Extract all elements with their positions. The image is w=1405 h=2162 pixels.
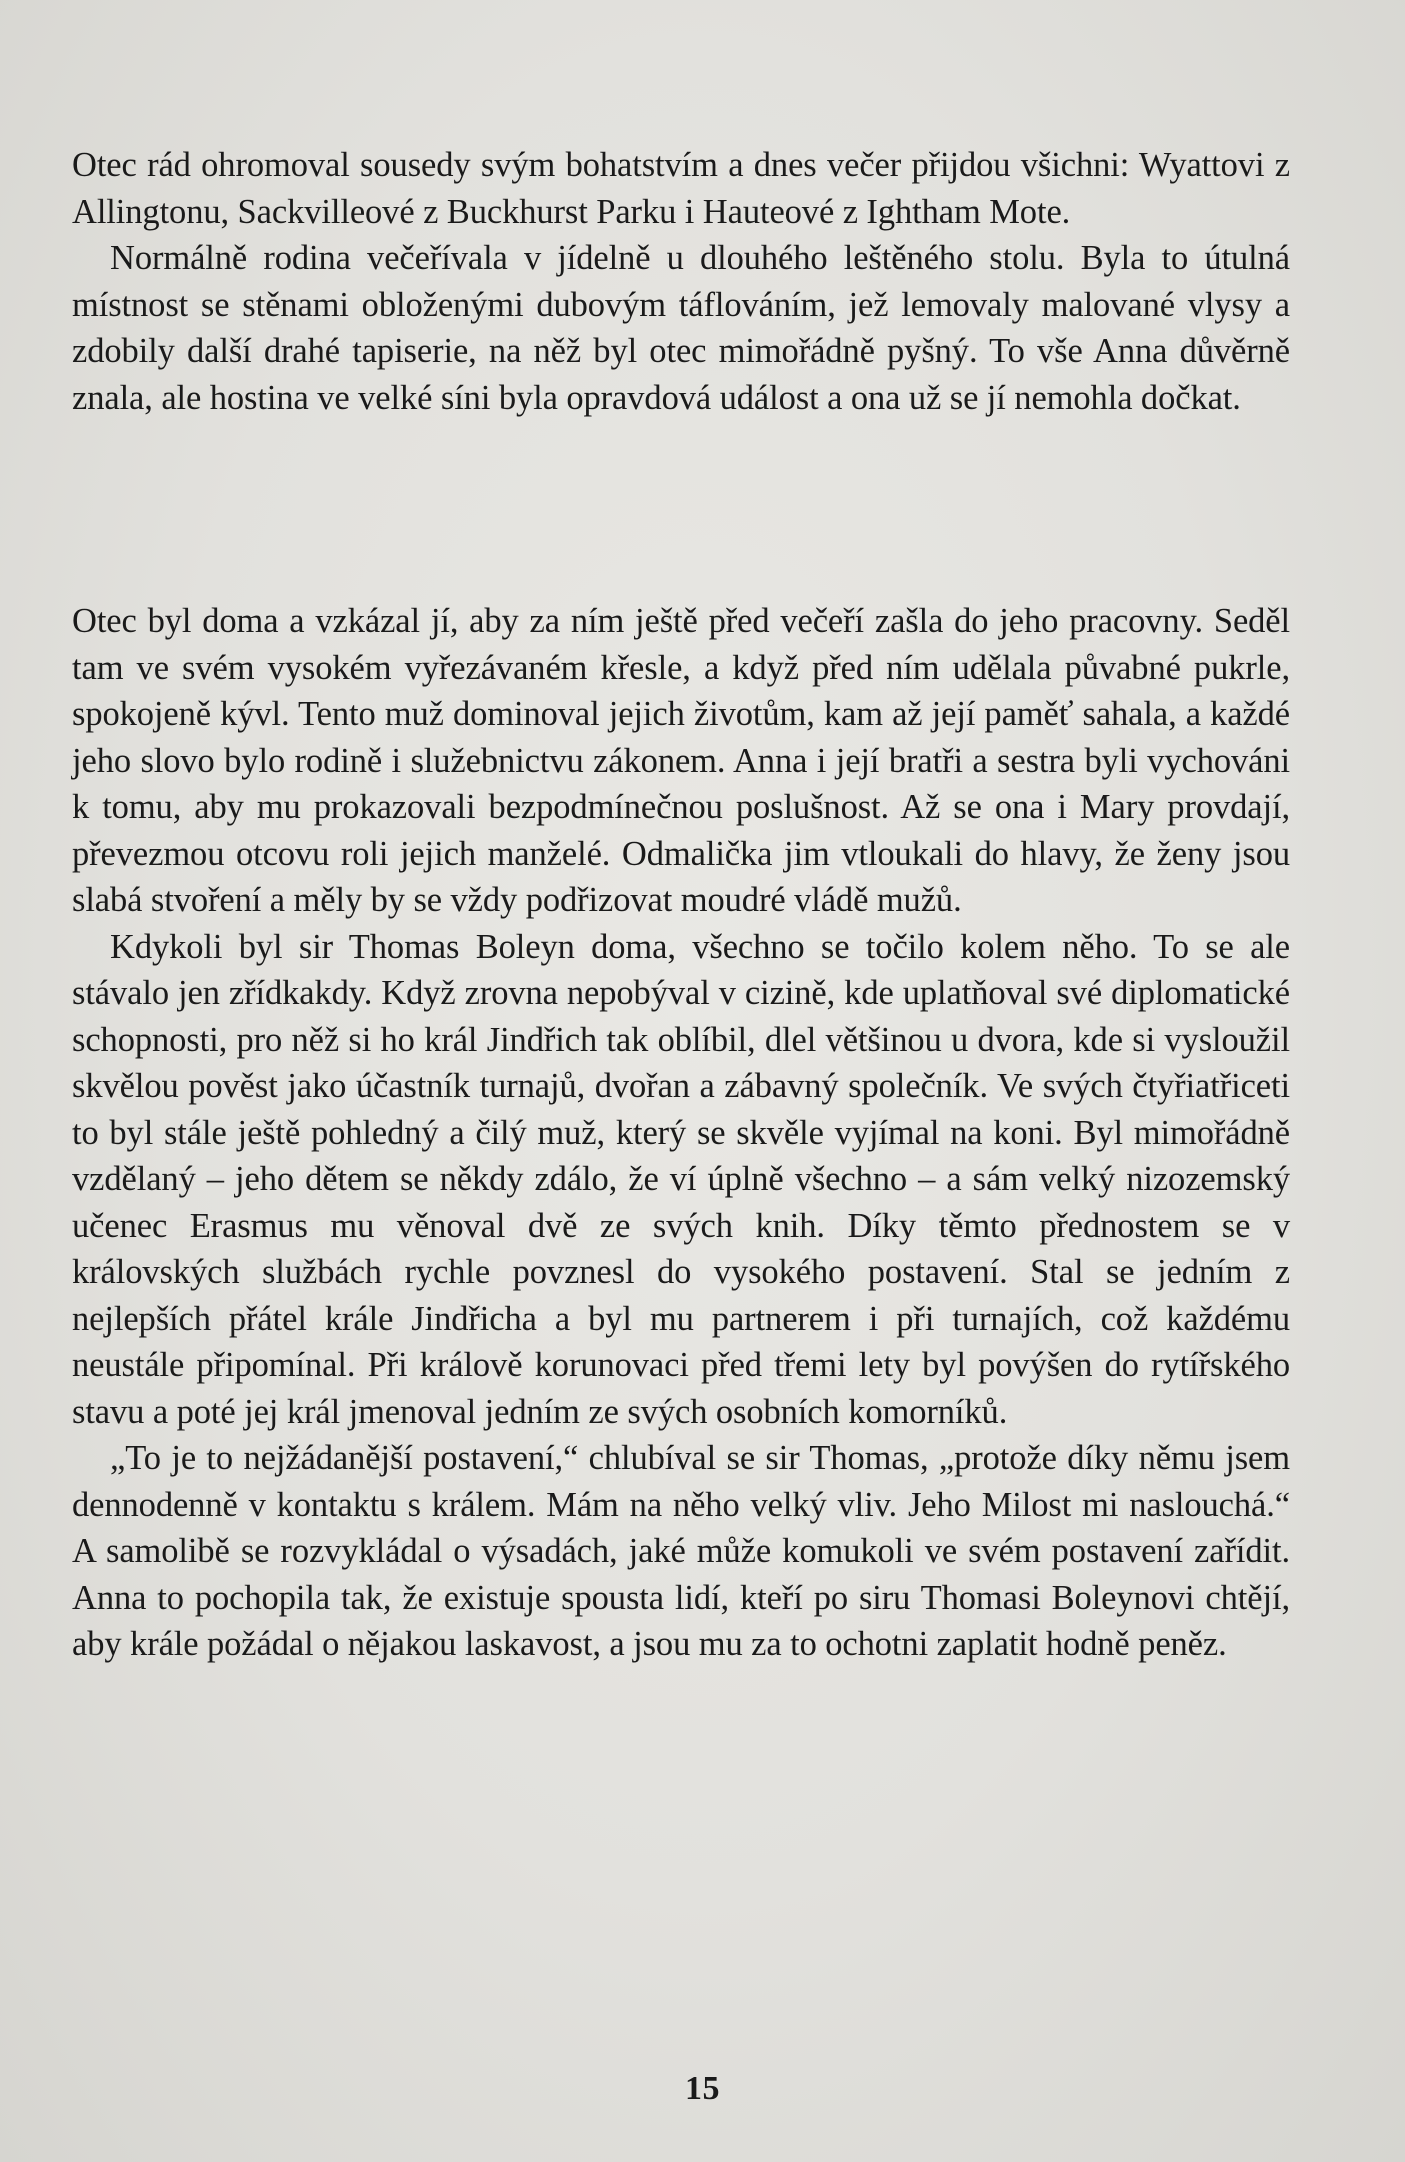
paragraph: Kdykoli byl sir Thomas Boleyn doma, všechno se točilo kolem něho. To se ale stávalo jen zřídkakdy. Když zrovna nepobýval v cizině, kde uplatňoval své diplomatické schopnosti, pro něž si ho král Jindřich tak oblíbil, dlel většinou u dvora, kde si vysloužil skvělou pověst jako účastník turnajů, dvořan a zábavný společník. Ve svých čtyřiatřiceti to byl stále ještě pohledný a čilý muž, který se skvěle vyjímal na koni. Byl mimořádně vzdělaný – jeho dětem se někdy zdálo, že ví úplně všechno – a sám velký nizozemský učenec Erasmus mu věnoval dvě ze svých knih. Díky těmto přednostem se v královských službách rychle povznesl do vysokého postavení. Stal se jedním z nejlepších přátel krále Jindřicha a byl mu partnerem i při turnajích, což každému neustále připomínal. Při králově korunovaci před třemi lety byl povýšen do rytířského stavu a poté jej král jmenoval jedním ze svých osobních komorníků. xyxy=(72,927,1290,1431)
page-number: 15 xyxy=(685,2070,720,2107)
text-section-2 xyxy=(72,598,1290,1668)
paragraph: „To je to nejžádanější postavení,“ chlubíval se sir Thomas, „protože díky němu jsem dennodenně v kontaktu s králem. Mám na něho velký vliv. Jeho Milost mi naslouchá.“ A samolibě se rozvykládal o výsadách, jaké může komukoli ve svém postavení zařídit. Anna to pochopila tak, že existuje spousta lidí, kteří po siru Thomasi Boleynovi chtějí, aby krále požádal o nějakou laskavost, a jsou mu za to ochotni zaplatit hodně peněz. xyxy=(72,1439,1290,1663)
text-section-1 xyxy=(72,142,1290,421)
paragraph: Normálně rodina večeřívala v jídelně u dlouhého leštěného stolu. Byla to útulná místnost se stěnami obloženými dubovým táflováním, jež lemovaly malované vlysy a zdobily další drahé tapiserie, na něž byl otec mimořádně pyšný. To vše Anna důvěrně znala, ale hostina ve velké síni byla opravdová událost a ona už se jí nemohla dočkat. xyxy=(72,239,1290,417)
paragraph: Otec rád ohromoval sousedy svým bohatstvím a dnes večer přijdou všichni: Wyattovi z Allingtonu, Sackvilleové z Buckhurst Parku i Hauteové z Ightham Mote. xyxy=(72,146,1290,231)
paragraph: Otec byl doma a vzkázal jí, aby za ním ještě před večeří zašla do jeho pracovny. Seděl tam ve svém vysokém vyřezávaném křesle, a když před ním udělala půvabné pukrle, spokojeně kývl. Tento muž dominoval jejich životům, kam až její paměť sahala, a každé jeho slovo bylo rodině i služebnictvu zákonem. Anna i její bratři a sestra byli vychováni k tomu, aby mu prokazovali bezpodmínečnou poslušnost. Až se ona i Mary provdají, převezmou otcovu roli jejich manželé. Odmalička jim vtloukali do hlavy, že ženy jsou slabá stvoření a měly by se vždy podřizovat moudré vládě mužů. xyxy=(72,602,1290,919)
